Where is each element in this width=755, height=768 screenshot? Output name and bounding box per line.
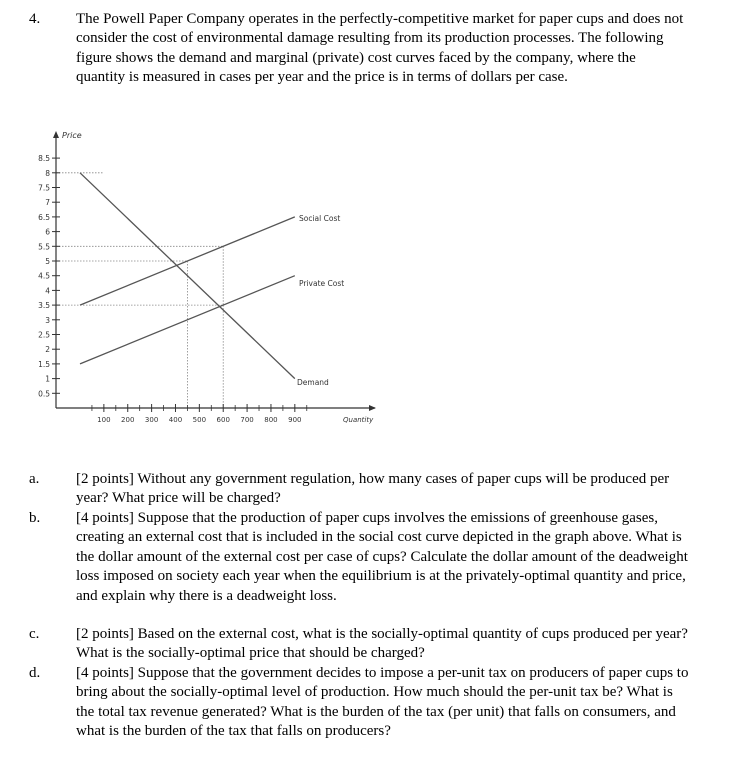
y-tick-label: 5 [45, 257, 50, 266]
y-tick-label: 7 [45, 198, 50, 208]
chart-reference-lines [56, 173, 223, 408]
y-tick-label: 5.5 [38, 242, 50, 252]
x-tick-label: 400 [168, 416, 183, 424]
intro-text: The Powell Paper Company operates in the perfectly-competitive market for paper cups and does not consider the cost of environmental damage resulting from its production processes. The following figure shows the demand and marginal (private) cost curves faced by the company, where the quantity is measured in cases per year and the price is in terms of dollars per case. [76, 11, 684, 86]
x-tick-label: 200 [121, 416, 135, 424]
question-number: 4. [29, 11, 41, 27]
y-tick-label: 2 [45, 345, 50, 355]
x-tick-label: 300 [144, 416, 159, 424]
y-tick-label: 7.5 [38, 183, 50, 193]
demand-label: Demand [297, 378, 329, 387]
y-tick-label: 3.5 [38, 301, 50, 311]
social-cost-label: Social Cost [299, 214, 341, 223]
y-tick-label: 1.5 [38, 359, 50, 369]
chart-ticks [38, 154, 307, 424]
part-b-label: b. [29, 510, 41, 526]
x-axis-arrow [369, 405, 376, 411]
y-tick-label: 8.5 [38, 154, 50, 164]
x-tick-label: 800 [264, 416, 278, 424]
y-tick-label: 1 [45, 374, 50, 384]
part-c-text: [2 points] Based on the external cost, what is the socially-optimal quantity of cups produced per year? What is the socially-optimal price that should be charged? [76, 626, 688, 662]
price-quantity-chart [25, 125, 385, 445]
y-tick-label: 8 [45, 168, 50, 178]
part-b-text: [4 points] Suppose that the production of paper cups involves the emissions of greenhouse gases, creating an external cost that is included in the social cost curve depicted in the graph above. What is the dollar amount of the external cost per case of cups? Calculate the dollar amount of the deadweight loss imposed on society each year when the equilibrium is at the privately-optimal quantity and price, and explain why there is a deadweight loss. [76, 510, 688, 604]
question-intro [76, 10, 686, 88]
part-a-label: a. [29, 471, 40, 487]
x-tick-label: 600 [216, 416, 230, 424]
y-tick-label: 4 [45, 286, 50, 296]
demand-line [80, 173, 295, 379]
part-a-text: [2 points] Without any government regulation, how many cases of paper cups will be produced per year? What price will be charged? [76, 471, 670, 507]
x-tick-label: 900 [288, 416, 302, 424]
x-axis-title: Quantity [343, 416, 374, 424]
part-d-label: d. [29, 665, 41, 681]
x-tick-label: 500 [192, 416, 207, 424]
y-tick-label: 4.5 [38, 271, 50, 281]
part-c-label: c. [29, 626, 40, 642]
chart-labels [62, 131, 374, 424]
y-axis-arrow [53, 131, 59, 138]
y-tick-label: 6.5 [38, 212, 50, 222]
y-tick-label: 6 [45, 227, 50, 237]
private-cost-label: Private Cost [299, 279, 345, 288]
chart-series [80, 173, 295, 379]
y-tick-label: 0.5 [38, 389, 50, 399]
x-tick-label: 700 [240, 416, 254, 424]
x-tick-label: 100 [97, 416, 111, 424]
y-tick-label: 2.5 [38, 330, 50, 340]
y-tick-label: 3 [45, 315, 50, 325]
y-axis-title: Price [62, 131, 82, 140]
part-d-text: [4 points] Suppose that the government decides to impose a per-unit tax on producers of paper cups to bring about the socially-optimal level of production. How much should the per-unit tax be? What is the total tax revenue generated? What is the burden of the tax (per unit) that falls on consumers, and what is the burden of the tax that falls on producers? [76, 665, 689, 740]
